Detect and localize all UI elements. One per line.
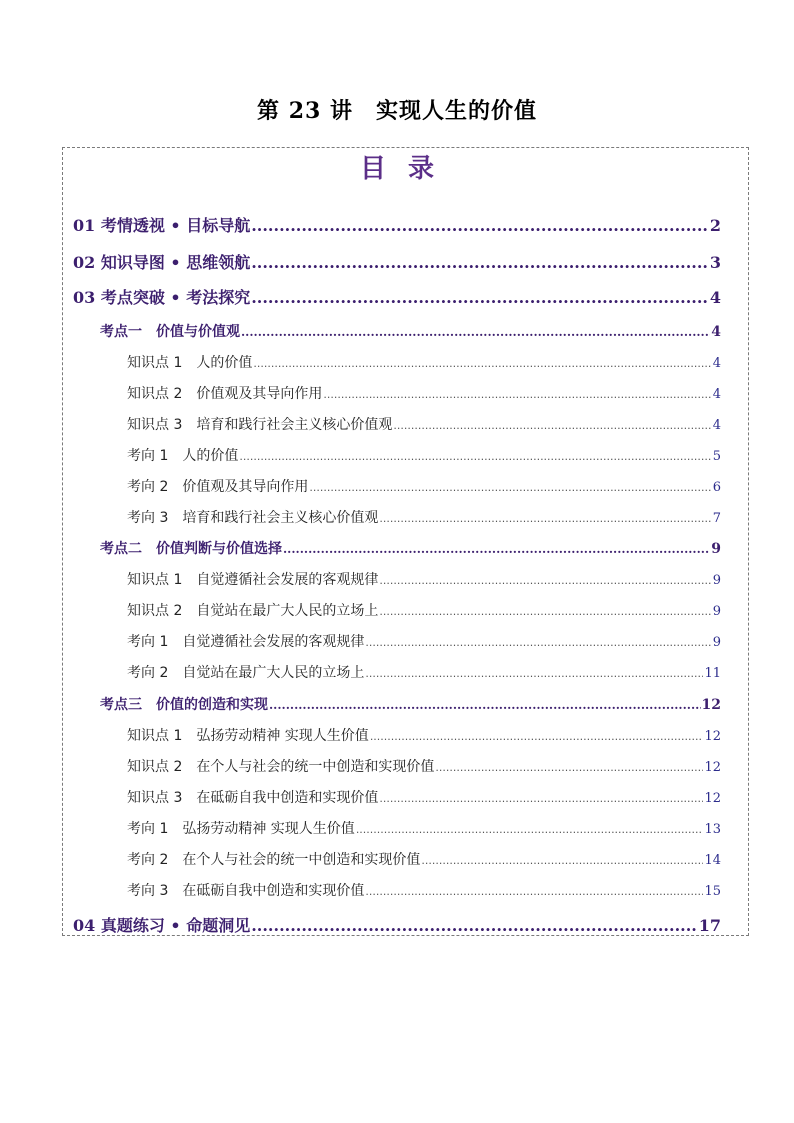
toc-dot-leader	[251, 253, 709, 272]
toc-dot-leader	[356, 823, 704, 836]
toc-entry[interactable]	[73, 913, 721, 936]
toc-entry-page-number: 17	[698, 916, 721, 935]
toc-entry-label: 考向 3 在砥砺自我中创造和实现价值	[127, 883, 365, 899]
toc-entry-label: 04 真题练习 • 命题洞见	[73, 916, 251, 935]
toc-dot-leader	[365, 885, 703, 898]
toc-entry[interactable]	[127, 445, 721, 465]
toc-entry-label: 考向 1 人的价值	[127, 448, 239, 464]
toc-entry-page-number: 9	[712, 604, 721, 619]
toc-entry-label: 考点一 价值与价值观	[100, 324, 240, 340]
toc-entry-page-number: 5	[712, 449, 721, 464]
toc-entry-page-number: 2	[709, 216, 721, 235]
toc-entry-label: 知识点 3 在砥砺自我中创造和实现价值	[127, 790, 379, 806]
toc-entry-label: 知识点 1 弘扬劳动精神 实现人生价值	[127, 728, 369, 744]
toc-dot-leader	[283, 542, 710, 556]
toc-dot-leader	[379, 512, 711, 525]
toc-dot-leader	[269, 698, 701, 712]
toc-entry[interactable]	[73, 213, 721, 236]
toc-dot-leader	[365, 636, 711, 649]
toc-entry[interactable]	[127, 818, 721, 838]
toc-dot-leader	[365, 667, 703, 680]
toc-dot-leader	[251, 216, 709, 235]
toc-entry-label: 知识点 1 自觉遵循社会发展的客观规律	[127, 572, 379, 588]
toc-dot-leader	[379, 792, 703, 805]
toc-entry[interactable]	[127, 849, 721, 869]
toc-entry-label: 考向 1 自觉遵循社会发展的客观规律	[127, 634, 365, 650]
toc-entry[interactable]	[127, 352, 721, 372]
toc-entry-page-number: 12	[704, 791, 721, 806]
toc-dot-leader	[323, 388, 711, 401]
toc-entry[interactable]	[127, 880, 721, 900]
toc-entry[interactable]	[127, 662, 721, 682]
document-title: 第 23 讲 实现人生的价值	[257, 98, 537, 124]
toc-entry-page-number: 9	[712, 635, 721, 650]
toc-entry[interactable]	[73, 250, 721, 273]
toc-entry-page-number: 4	[709, 288, 721, 307]
toc-entry-page-number: 4	[712, 387, 721, 402]
toc-entry[interactable]	[73, 285, 721, 308]
toc-entry-label: 考向 1 弘扬劳动精神 实现人生价值	[127, 821, 355, 837]
toc-entry[interactable]	[127, 383, 721, 403]
toc-entry-label: 02 知识导图 • 思维领航	[73, 253, 251, 272]
toc-entry[interactable]	[127, 414, 721, 434]
toc-entry[interactable]	[127, 725, 721, 745]
toc-entry-label: 知识点 3 培育和践行社会主义核心价值观	[127, 417, 393, 433]
toc-dot-leader	[370, 730, 704, 743]
toc-entry-page-number: 11	[704, 666, 721, 681]
toc-entry[interactable]	[127, 476, 721, 496]
toc-entry-label: 考点二 价值判断与价值选择	[100, 541, 282, 557]
toc-entry-label: 考向 2 在个人与社会的统一中创造和实现价值	[127, 852, 421, 868]
toc-entry-page-number: 14	[704, 853, 721, 868]
toc-entry-label: 知识点 2 在个人与社会的统一中创造和实现价值	[127, 759, 435, 775]
toc-dot-leader	[309, 481, 711, 494]
toc-entry-label: 考向 2 自觉站在最广大人民的立场上	[127, 665, 365, 681]
toc-entry-label: 01 考情透视 • 目标导航	[73, 216, 251, 235]
toc-dot-leader	[421, 854, 703, 867]
toc-entry[interactable]	[100, 321, 721, 341]
toc-entry-page-number: 12	[701, 697, 721, 713]
toc-entry-label: 知识点 2 自觉站在最广大人民的立场上	[127, 603, 379, 619]
toc-dot-leader	[253, 357, 711, 370]
toc-entry[interactable]	[127, 600, 721, 620]
toc-entry-page-number: 9	[711, 541, 721, 557]
toc-dot-leader	[379, 574, 711, 587]
toc-entry-page-number: 6	[712, 480, 721, 495]
toc-entry-label: 考向 2 价值观及其导向作用	[127, 479, 309, 495]
toc-entry-page-number: 12	[704, 729, 721, 744]
toc-entry[interactable]	[127, 507, 721, 527]
toc-entry-page-number: 4	[712, 418, 721, 433]
toc-dot-leader	[251, 916, 698, 935]
toc-dot-leader	[251, 288, 709, 307]
toc-dot-leader	[393, 419, 711, 432]
toc-entry-page-number: 7	[712, 511, 721, 526]
toc-entry[interactable]	[127, 569, 721, 589]
toc-entry-page-number: 12	[704, 760, 721, 775]
toc-entry[interactable]	[127, 756, 721, 776]
toc-entry-page-number: 4	[712, 356, 721, 371]
toc-entry[interactable]	[127, 631, 721, 651]
toc-entry-page-number: 4	[711, 324, 721, 340]
toc-entry-label: 知识点 2 价值观及其导向作用	[127, 386, 323, 402]
toc-entry-page-number: 9	[712, 573, 721, 588]
toc-entry[interactable]	[100, 694, 721, 714]
toc-dot-leader	[239, 450, 711, 463]
toc-dot-leader	[435, 761, 703, 774]
toc-entry-page-number: 13	[704, 822, 721, 837]
toc-entry-label: 知识点 1 人的价值	[127, 355, 253, 371]
toc-heading: 目录	[359, 154, 456, 184]
toc-entry-label: 考向 3 培育和践行社会主义核心价值观	[127, 510, 379, 526]
toc-entry-page-number: 3	[709, 253, 721, 272]
toc-entry-label: 03 考点突破 • 考法探究	[73, 288, 251, 307]
toc-dot-leader	[379, 605, 711, 618]
toc-dot-leader	[241, 325, 710, 339]
toc-entry-page-number: 15	[704, 884, 721, 899]
toc-entry[interactable]	[127, 787, 721, 807]
toc-entry[interactable]	[100, 538, 721, 558]
toc-entry-label: 考点三 价值的创造和实现	[100, 697, 268, 713]
